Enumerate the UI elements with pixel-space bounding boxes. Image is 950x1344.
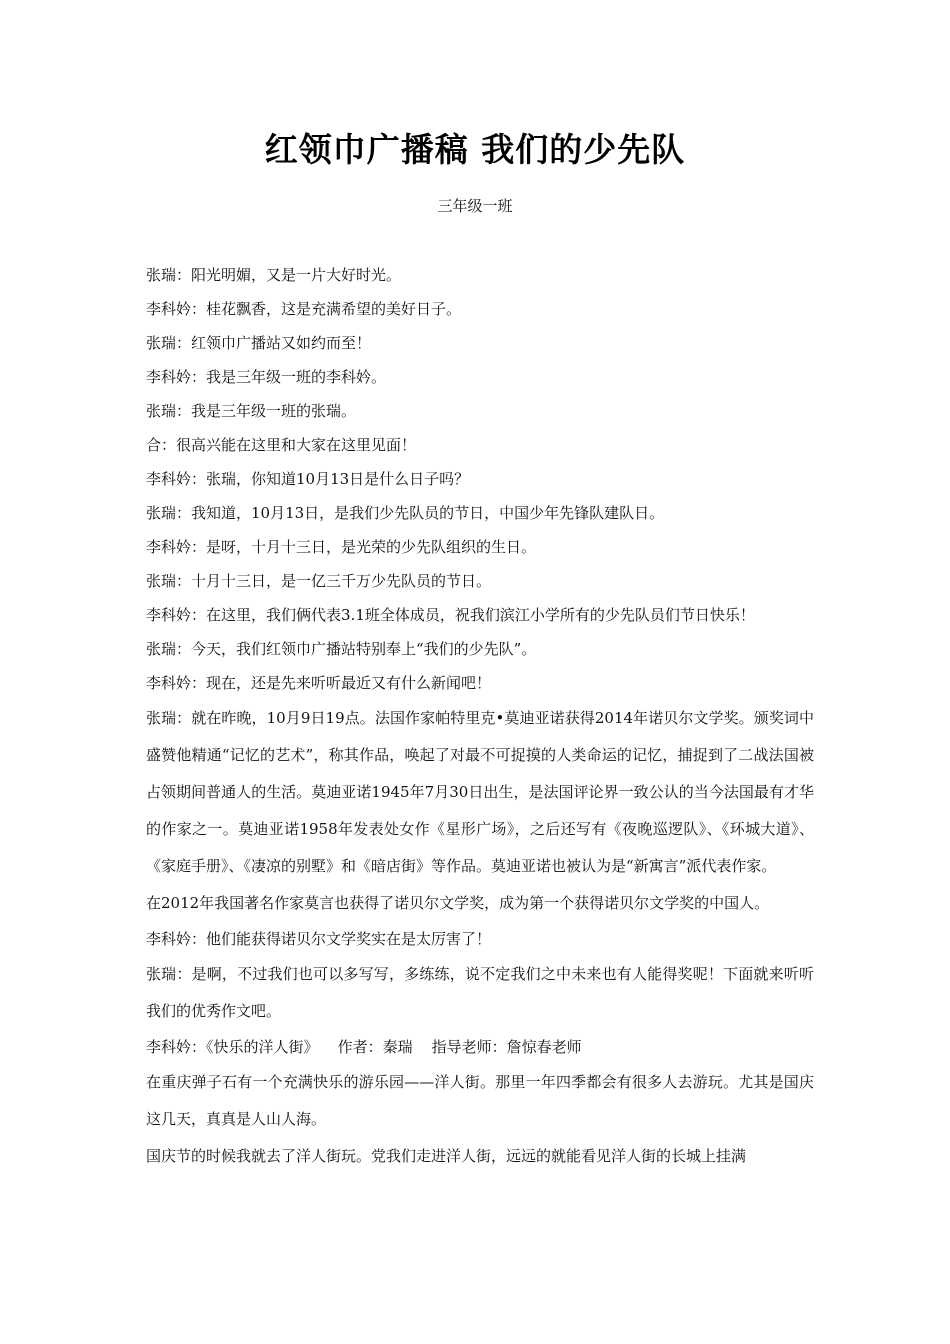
- essay-paragraph: 国庆节的时候我就去了洋人街玩。党我们走进洋人街，远远的就能看见洋人街的长城上挂满: [146, 1147, 747, 1165]
- dialogue-line: 李科妗：现在，还是先来听听最近又有什么新闻吧！: [146, 674, 492, 692]
- dialogue-paragraph: 张瑞：是啊，不过我们也可以多写写，多练练，说不定我们之中未来也有人能得奖呢！下面就来听听我们的优秀作文吧。: [146, 965, 814, 1020]
- dialogue-line: 张瑞：今天，我们红领巾广播站特别奉上“我们的少先队”。: [146, 640, 537, 658]
- dialogue-line: 李科妗：张瑞，你知道10月13日是什么日子吗？: [146, 470, 470, 488]
- dialogue-line: 李科妗：是呀，十月十三日，是光荣的少先队组织的生日。: [146, 538, 537, 556]
- essay-heading-line: 李科妗：《快乐的洋人街》 作者：秦瑞 指导老师：詹惊春老师: [146, 1038, 582, 1056]
- essay-paragraph: 在重庆弹子石有一个充满快乐的游乐园——洋人街。那里一年四季都会有很多人去游玩。尤其是国庆这几天，真真是人山人海。: [146, 1073, 814, 1128]
- dialogue-line: 李科妗：他们能获得诺贝尔文学奖实在是太厉害了！: [146, 930, 492, 948]
- document-body: [146, 258, 814, 1175]
- dialogue-line: 张瑞：十月十三日，是一亿三千万少先队员的节日。: [146, 572, 492, 590]
- dialogue-line: 张瑞：阳光明媚，又是一片大好时光。: [146, 266, 402, 284]
- dialogue-line: 张瑞：我是三年级一班的张瑞。: [146, 402, 357, 420]
- dialogue-line: 李科妗：桂花飘香，这是充满希望的美好日子。: [146, 300, 462, 318]
- dialogue-line: 张瑞：我知道，10月13日，是我们少先队员的节日，中国少年先锋队建队日。: [146, 504, 665, 522]
- document-title: 红领巾广播稿 我们的少先队: [264, 130, 686, 169]
- dialogue-line: 张瑞：红领巾广播站又如约而至！: [146, 334, 372, 352]
- dialogue-line: 李科妗：在这里，我们俩代表3.1班全体成员，祝我们滨江小学所有的少先队员们节日快乐！: [146, 606, 755, 624]
- news-paragraph: 在2012年我国著名作家莫言也获得了诺贝尔文学奖，成为第一个获得诺贝尔文学奖的中国人。: [146, 894, 770, 912]
- dialogue-line: 合：很高兴能在这里和大家在这里见面！: [146, 436, 417, 454]
- dialogue-line: 李科妗：我是三年级一班的李科妗。: [146, 368, 387, 386]
- news-paragraph: 张瑞：就在昨晚，10月9日19点。法国作家帕特里克•莫迪亚诺获得2014年诺贝尔文学奖。颁奖词中盛赞他精通“记忆的艺术”，称其作品，唤起了对最不可捉摸的人类命运的记忆，捕捉到了二战法国被占领期间普通人的生活。莫迪亚诺1945年7月30日出生，是法国评论界一致公认的当今法国最有才华的作家之一。莫迪亚诺1958年发表处女作《星形广场》，之后还写有《夜晚巡逻队》、《环城大道》、《家庭手册》、《凄凉的别墅》和《暗店街》等作品。莫迪亚诺也被认为是“新寓言”派代表作家。: [146, 709, 814, 875]
- document-subtitle: 三年级一班: [437, 197, 513, 215]
